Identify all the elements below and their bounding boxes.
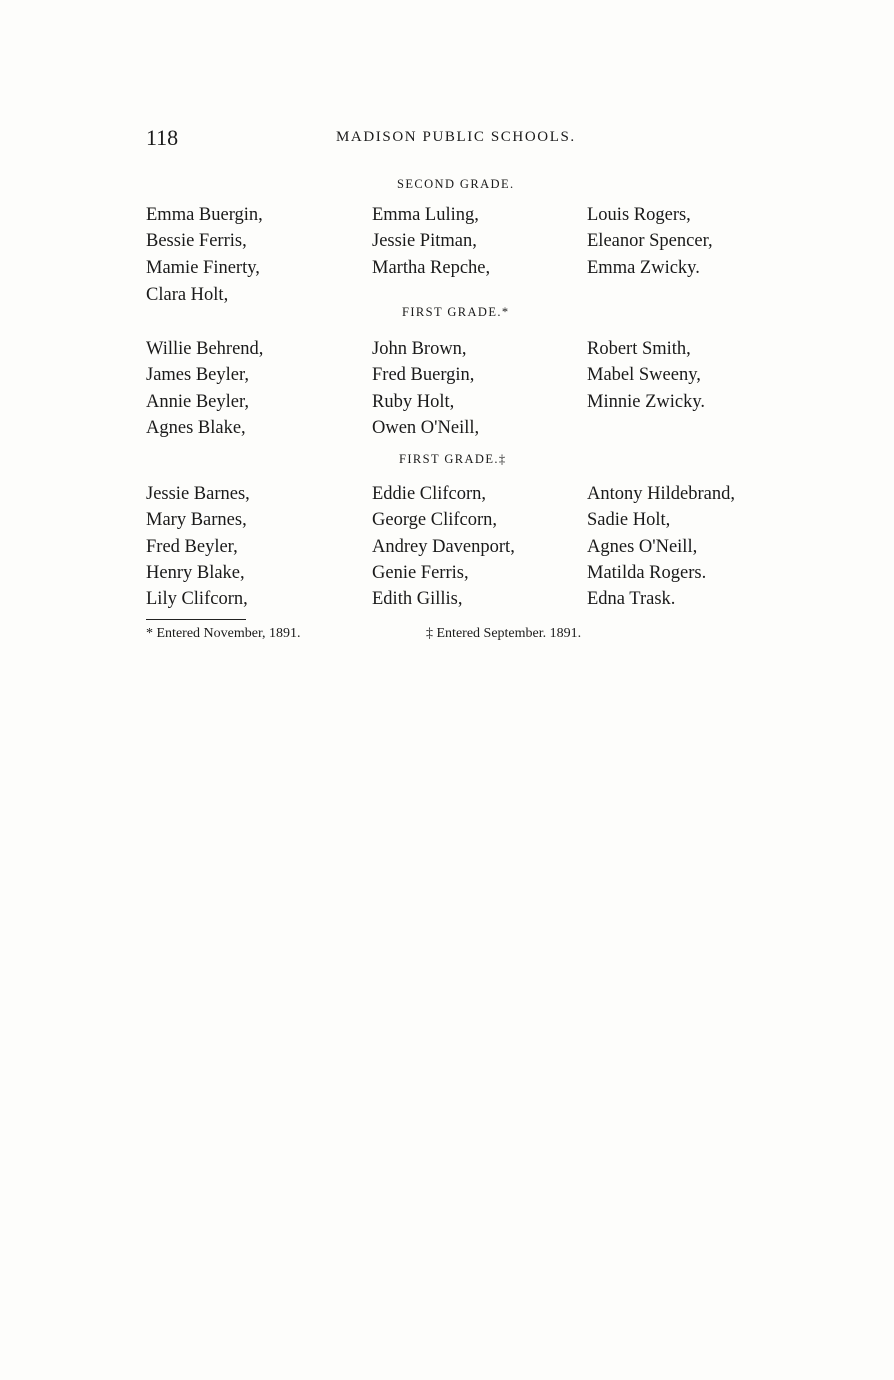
student-name: James Beyler, [146, 365, 250, 385]
student-name: Antony Hildebrand, [587, 484, 735, 504]
student-name: Edna Trask. [587, 589, 676, 609]
student-name: Agnes Blake, [146, 418, 246, 438]
running-head: MADISON PUBLIC SCHOOLS. [336, 129, 576, 145]
student-name: Robert Smith, [587, 339, 691, 359]
student-name: Edith Gillis, [372, 589, 463, 609]
student-name: Louis Rogers, [587, 205, 691, 225]
footnote-rule [146, 619, 246, 620]
student-name: Willie Behrend, [146, 339, 264, 359]
student-name: Mary Barnes, [146, 510, 247, 530]
student-name: Genie Ferris, [372, 563, 469, 583]
student-name: George Clifcorn, [372, 510, 498, 530]
student-name: Emma Zwicky. [587, 258, 700, 278]
student-name: Emma Buergin, [146, 205, 263, 225]
student-name: Sadie Holt, [587, 510, 671, 530]
section-heading-first-grade-a: FIRST GRADE.* [402, 305, 510, 319]
student-name: Jessie Barnes, [146, 484, 250, 504]
student-name: Emma Luling, [372, 205, 479, 225]
student-name: Eddie Clifcorn, [372, 484, 487, 504]
student-name: Andrey Davenport, [372, 537, 515, 557]
section-heading-first-grade-b: FIRST GRADE.‡ [399, 452, 507, 466]
student-name: Fred Beyler, [146, 537, 238, 557]
student-name: Clara Holt, [146, 285, 229, 305]
student-name: Matilda Rogers. [587, 563, 707, 583]
student-name: Fred Buergin, [372, 365, 475, 385]
footnote-november: * Entered November, 1891. [146, 626, 301, 641]
student-name: Henry Blake, [146, 563, 245, 583]
student-name: Bessie Ferris, [146, 231, 247, 251]
student-name: Mabel Sweeny, [587, 365, 701, 385]
student-name: Ruby Holt, [372, 392, 455, 412]
student-name: Mamie Finerty, [146, 258, 260, 278]
student-name: Jessie Pitman, [372, 231, 477, 251]
student-name: John Brown, [372, 339, 467, 359]
section-heading-second-grade: SECOND GRADE. [397, 177, 515, 191]
student-name: Annie Beyler, [146, 392, 250, 412]
student-name: Owen O'Neill, [372, 418, 480, 438]
student-name: Martha Repche, [372, 258, 491, 278]
student-name: Lily Clifcorn, [146, 589, 248, 609]
student-name: Minnie Zwicky. [587, 392, 706, 412]
student-name: Eleanor Spencer, [587, 231, 713, 251]
footnote-september: ‡ Entered September. 1891. [426, 626, 582, 641]
student-name: Agnes O'Neill, [587, 537, 698, 557]
page-number: 118 [146, 125, 179, 150]
